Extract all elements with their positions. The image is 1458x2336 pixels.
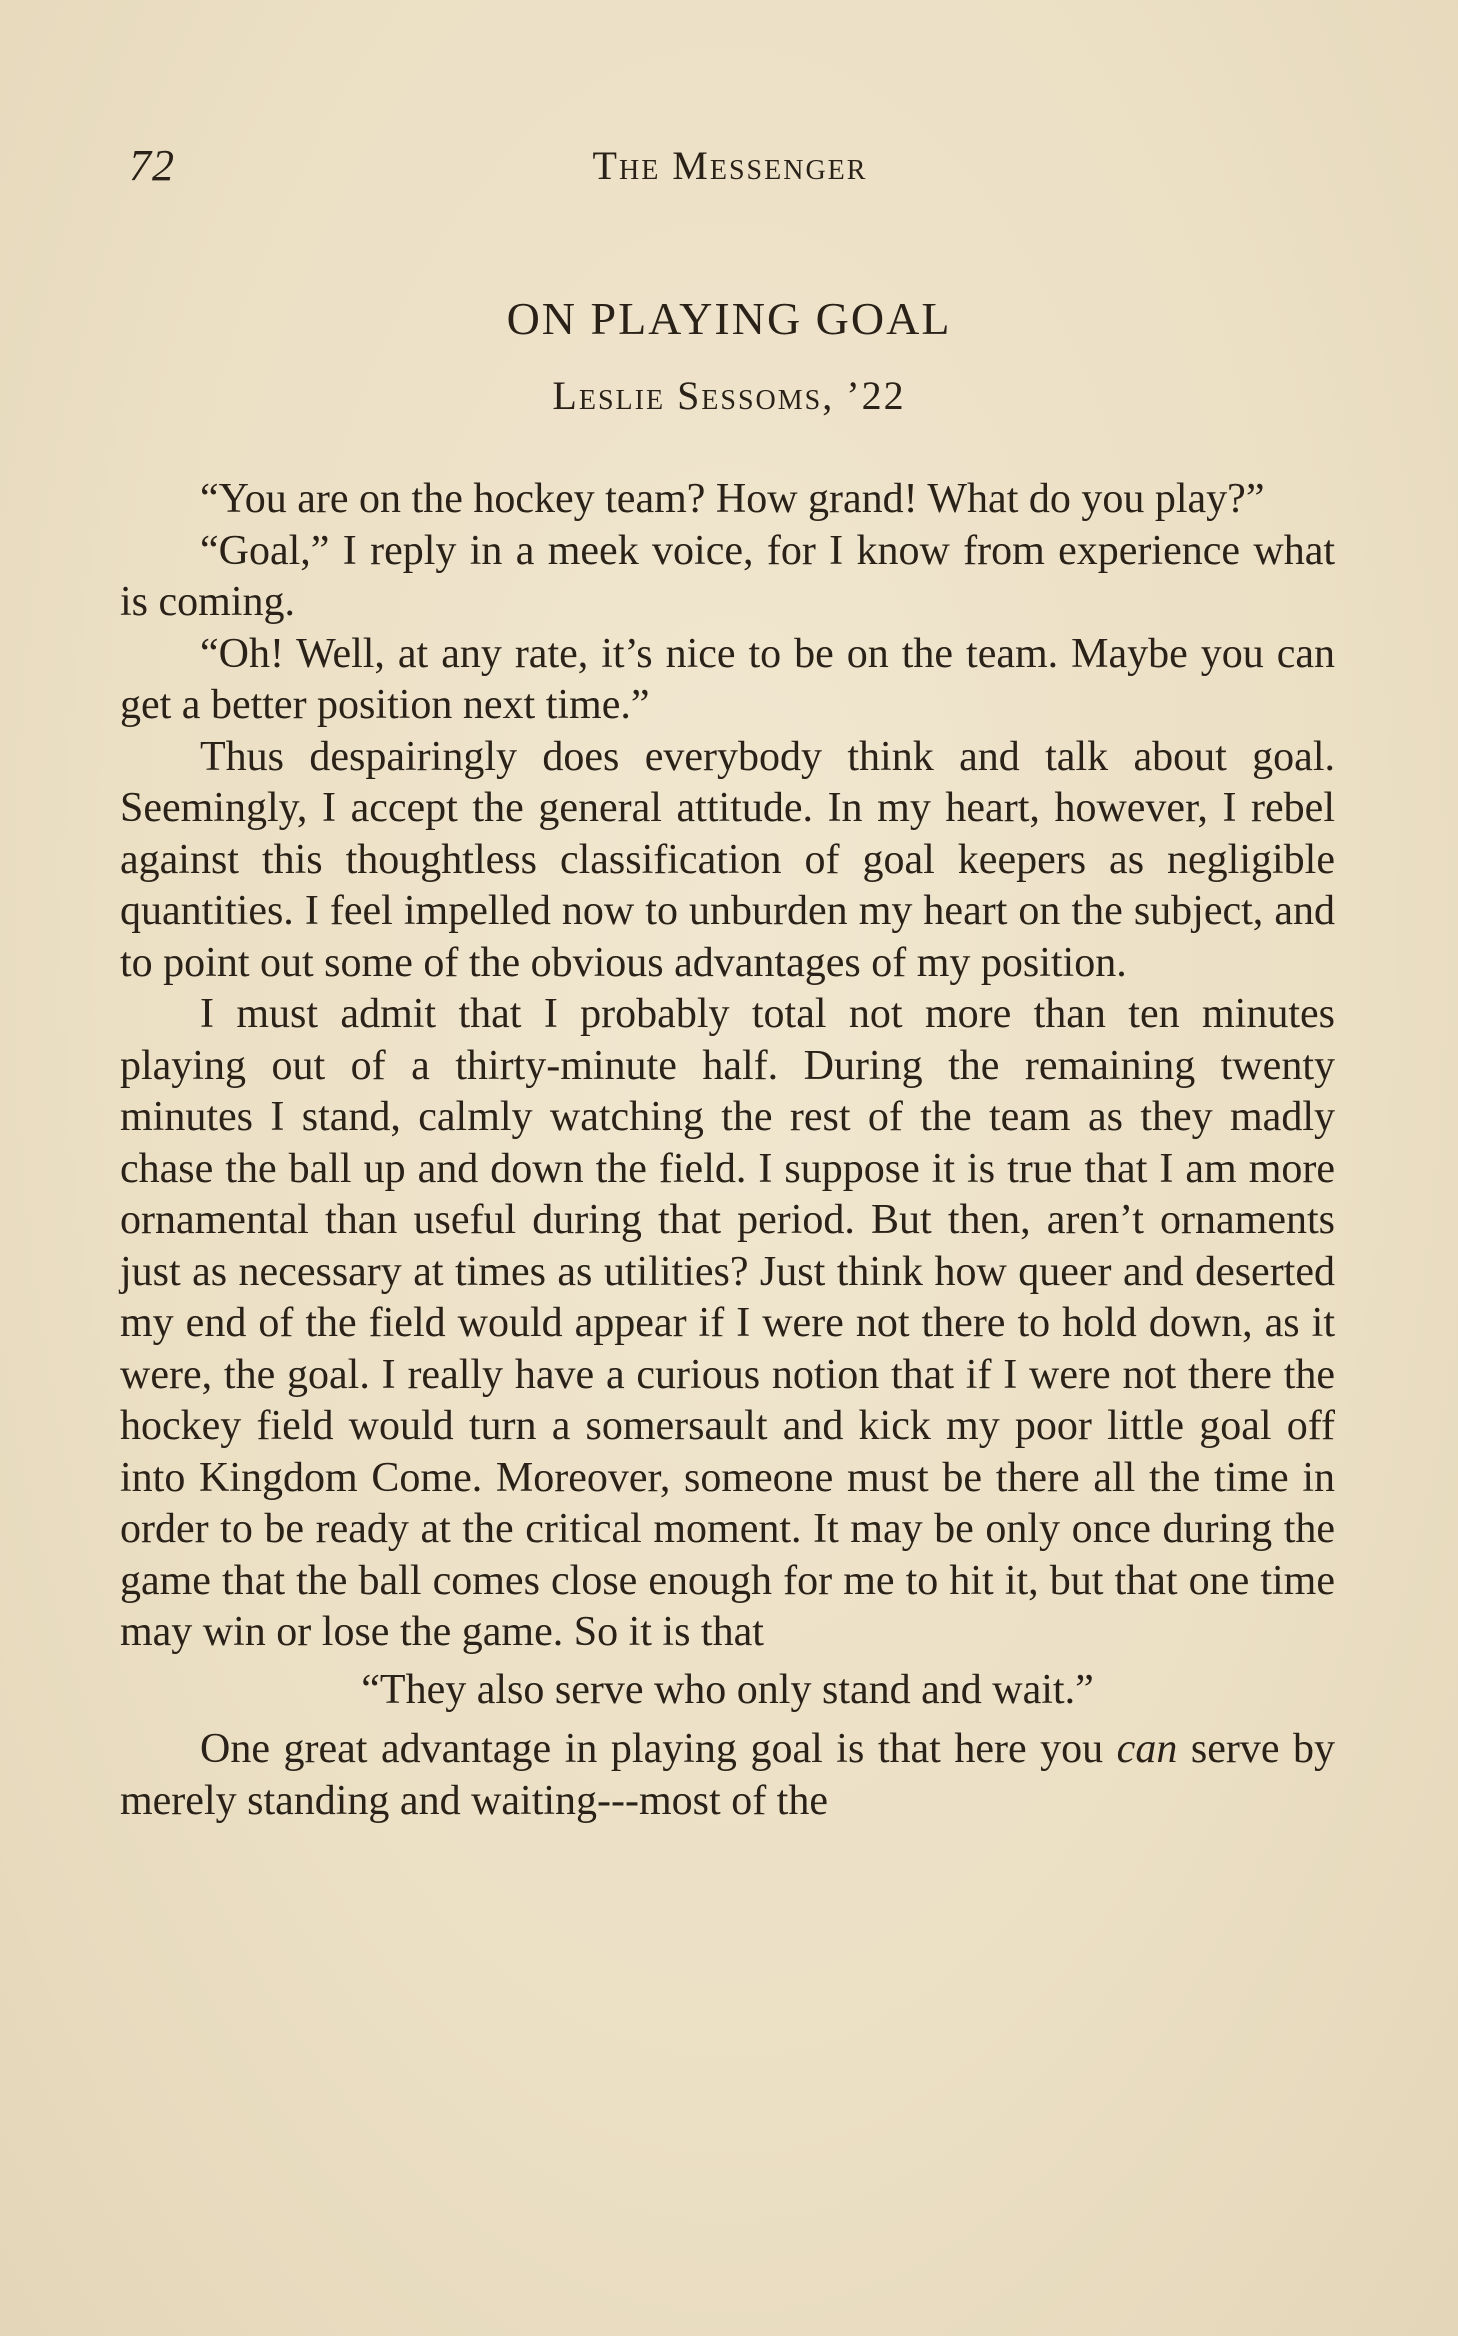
paragraph: I must admit that I probably total not more than ten minutes playing out of a thirty-minute half. During the remaining twenty minutes I stand, calmly watching the rest of the team as they madly chase the ball up and down the field. I suppose it is true that I am more ornamental than useful during that period. But then, aren’t ornaments just as necessary at times as utilities? Just think how queer and deserted my end of the field would appear if I were not there to hold down, as it were, the goal. I really have a curious notion that if I were not there the hockey field would turn a somersault and kick my poor little goal off into Kingdom Come. Moreover, someone must be there all the time in order to be ready at the critical moment. It may be only once during the game that the ball comes close enough for me to hit it, but that one time may win or lose the game. So it is that — [120, 991, 1335, 1655]
page-header — [125, 140, 1335, 200]
emphasized-word: can — [1116, 1726, 1178, 1772]
final-paragraph-rest: serve by merely standing and waiting---most of the — [120, 1726, 1336, 1824]
paragraph — [120, 1724, 1335, 1827]
paragraph: Thus despairingly does everybody think and talk about goal. Seemingly, I accept the general attitude. In my heart, however, I rebel against this thoughtless classification of goal keepers as negligible quantities. I feel impelled now to unburden my heart on the subject, and to point out some of the obvious advantages of my position. — [120, 733, 1335, 986]
paragraph: “Goal,” I reply in a meek voice, for I know from experience what is coming. — [120, 527, 1335, 625]
article-byline: Leslie Sessoms, ’22 — [552, 373, 906, 418]
page-number: 72 — [129, 141, 175, 190]
final-paragraph-lead: One great advantage in playing goal is that here you — [200, 1726, 1104, 1772]
article-title: ON PLAYING GOAL — [506, 293, 952, 344]
running-head: The Messenger — [592, 143, 868, 188]
paragraph: “Oh! Well, at any rate, it’s nice to be on the team. Maybe you can get a better position next time.” — [120, 630, 1335, 728]
article-body — [120, 474, 1335, 1827]
paragraph: “You are on the hockey team? How grand! What do you play?” — [200, 476, 1265, 522]
block-quote: “They also serve who only stand and wait.” — [361, 1666, 1094, 1713]
